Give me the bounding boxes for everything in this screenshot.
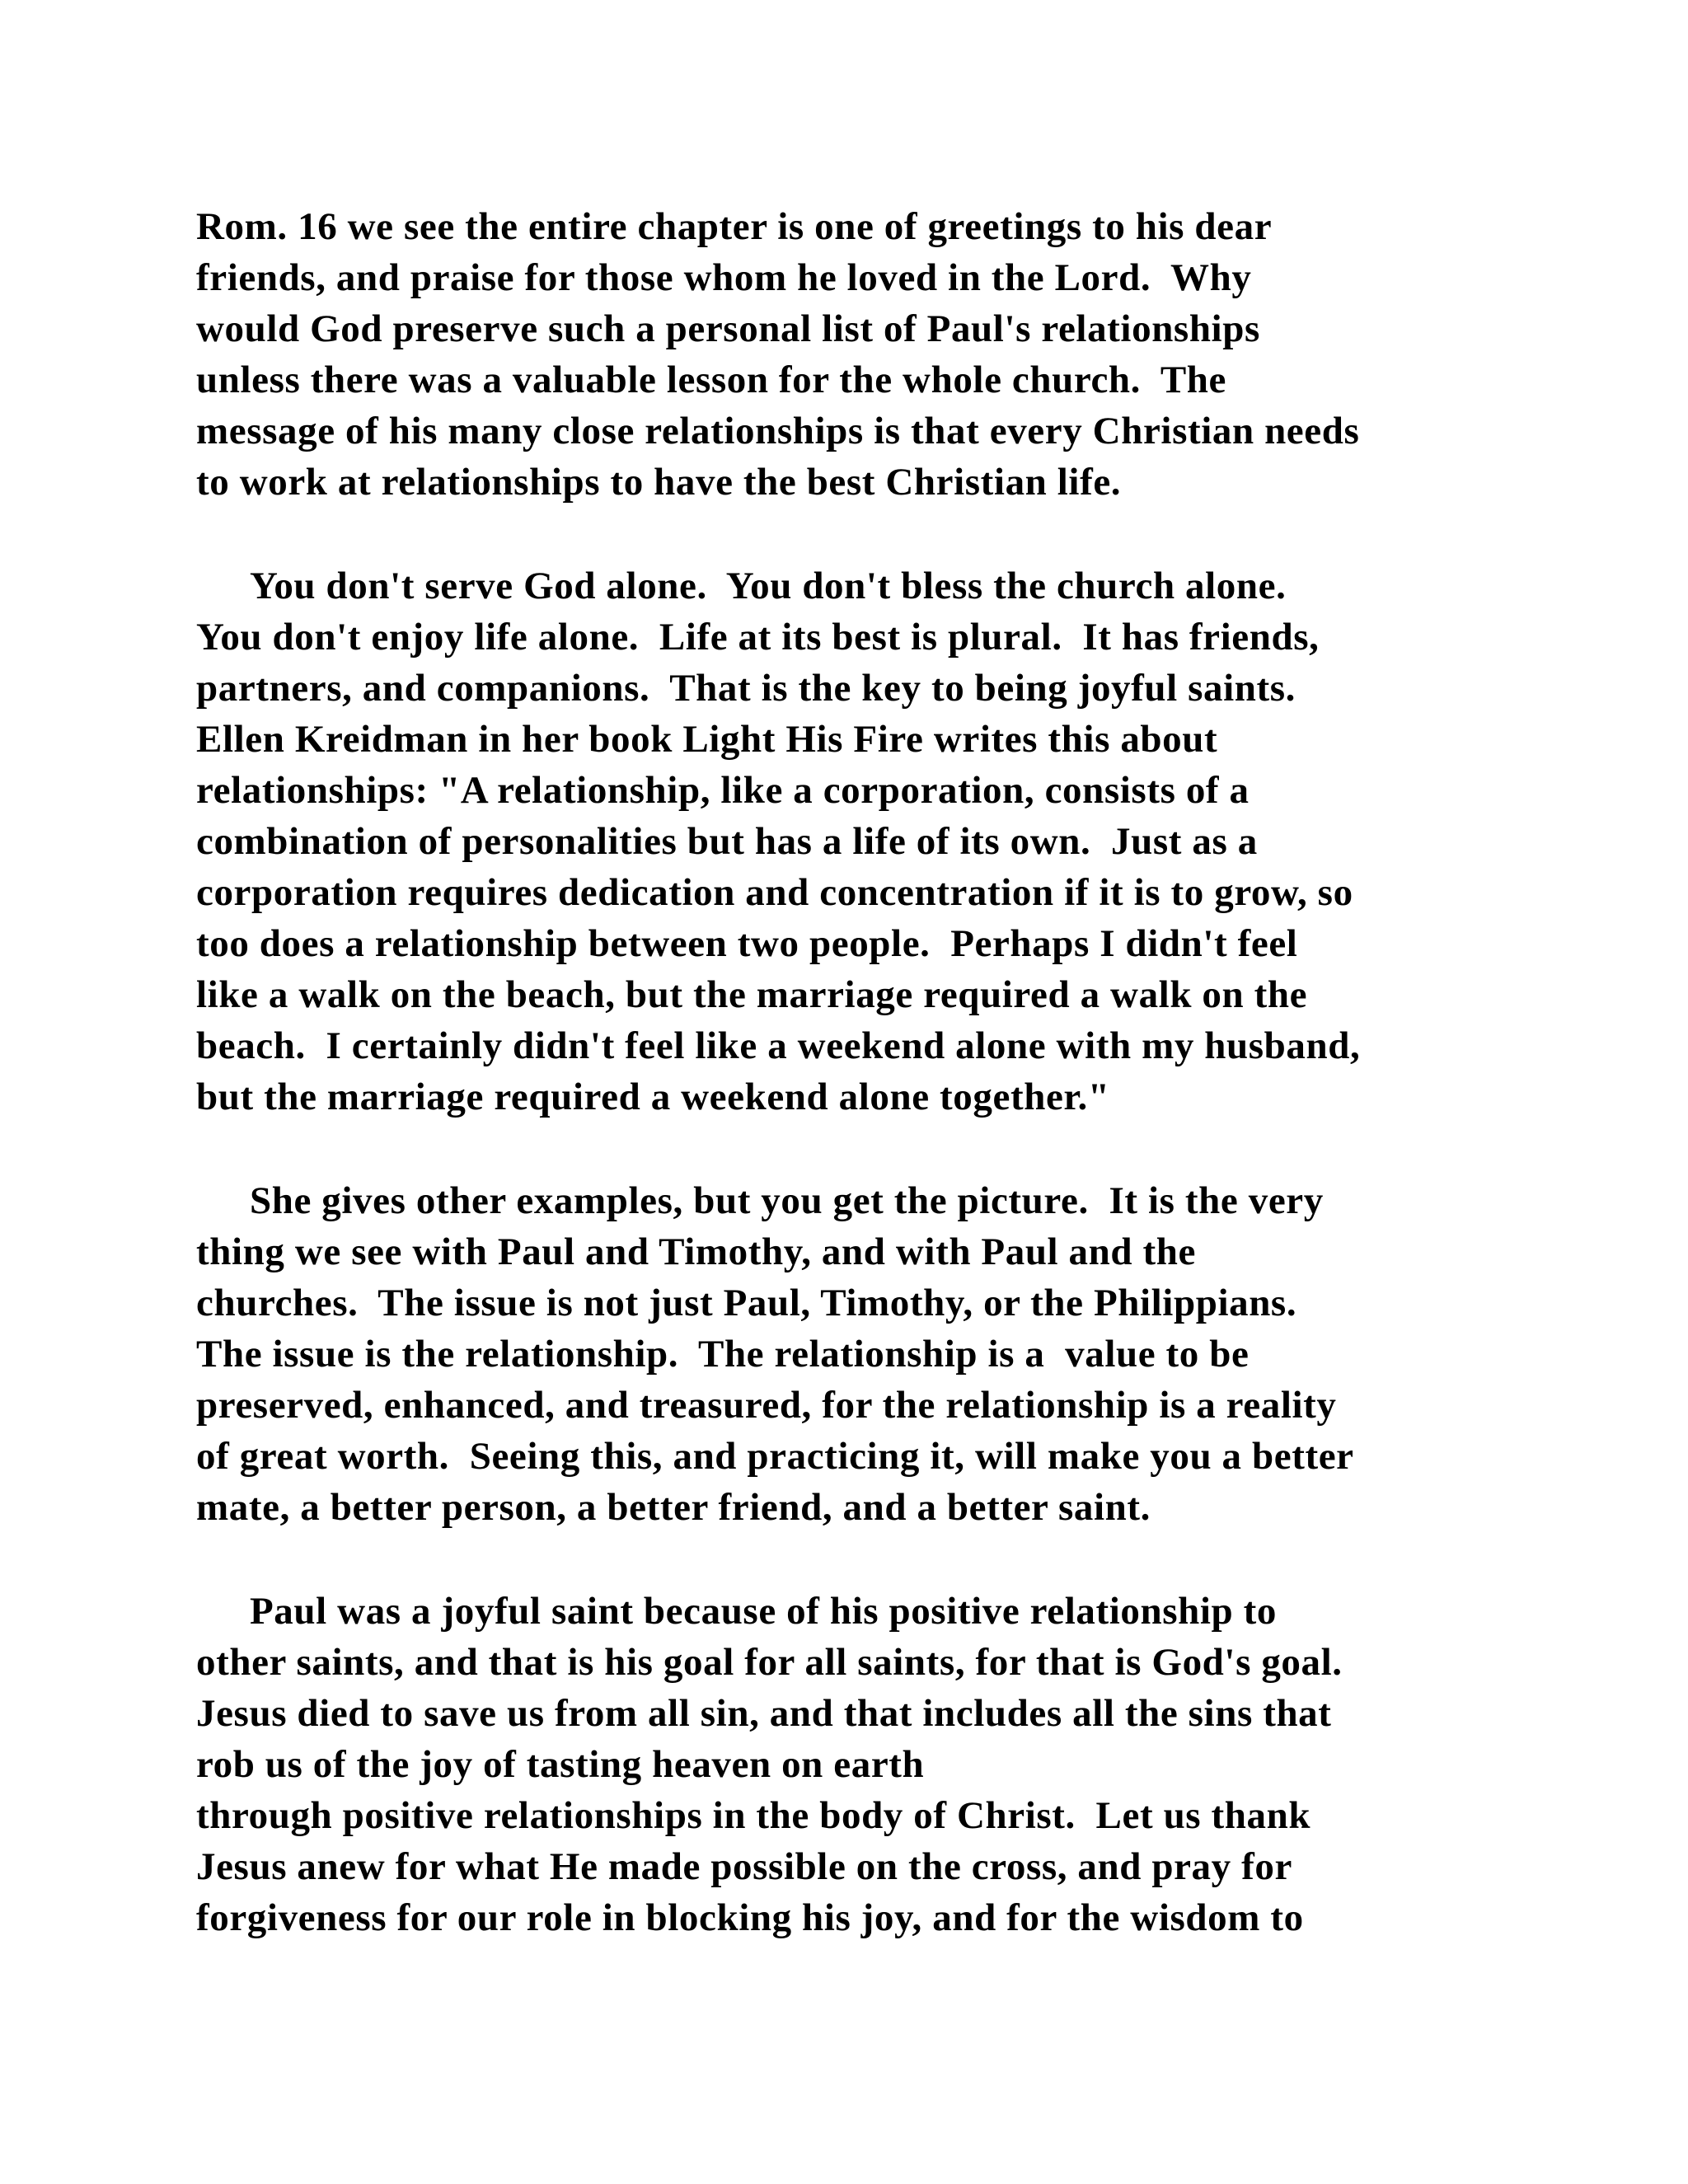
text-line: The issue is the relationship. The relationship is a value to be [196, 1333, 1250, 1376]
text-line: message of his many close relationships is that every Christian needs [196, 410, 1360, 452]
text-line: rob us of the joy of tasting heaven on earth [196, 1743, 925, 1786]
text-line: mate, a better person, a better friend, and a better saint. [196, 1486, 1151, 1529]
paragraph [196, 201, 1531, 508]
text-line: too does a relationship between two people. Perhaps I didn't feel [196, 922, 1298, 965]
text-line: combination of personalities but has a life of its own. Just as a [196, 820, 1258, 863]
text-line: relationships: "A relationship, like a corporation, consists of a [196, 769, 1250, 812]
text-line: unless there was a valuable lesson for the whole church. The [196, 359, 1226, 401]
text-line: corporation requires dedication and concentration if it is to grow, so [196, 871, 1353, 914]
text-line: beach. I certainly didn't feel like a weekend alone with my husband, [196, 1024, 1361, 1067]
text-line: forgiveness for our role in blocking his joy, and for the wisdom to [196, 1896, 1304, 1939]
text-line: but the marriage required a weekend alone together." [196, 1076, 1110, 1118]
text-line: Jesus anew for what He made possible on the cross, and pray for [196, 1845, 1292, 1888]
text-line: thing we see with Paul and Timothy, and with Paul and the [196, 1230, 1196, 1273]
text-line: You don't serve God alone. You don't bless the church alone. [250, 565, 1287, 607]
paragraph [196, 560, 1531, 1122]
text-line: Paul was a joyful saint because of his positive relationship to [250, 1590, 1277, 1633]
paragraph [196, 1586, 1531, 1943]
text-line: Rom. 16 we see the entire chapter is one of greetings to his dear [196, 205, 1273, 248]
text-line: friends, and praise for those whom he loved in the Lord. Why [196, 256, 1252, 299]
text-line: of great worth. Seeing this, and practicing it, will make you a better [196, 1435, 1354, 1478]
paragraph [196, 1175, 1531, 1533]
text-line: to work at relationships to have the best Christian life. [196, 461, 1122, 504]
text-line: partners, and companions. That is the key to being joyful saints. [196, 667, 1296, 710]
text-line: Jesus died to save us from all sin, and that includes all the sins that [196, 1692, 1332, 1735]
text-line: would God preserve such a personal list of Paul's relationships [196, 307, 1260, 350]
text-line: like a walk on the beach, but the marriage required a walk on the [196, 973, 1308, 1016]
text-line: She gives other examples, but you get the picture. It is the very [250, 1179, 1324, 1222]
text-line: Ellen Kreidman in her book Light His Fire writes this about [196, 718, 1218, 761]
text-line: through positive relationships in the body of Christ. Let us thank [196, 1794, 1311, 1837]
text-line: You don't enjoy life alone. Life at its best is plural. It has friends, [196, 616, 1320, 658]
text-line: churches. The issue is not just Paul, Timothy, or the Philippians. [196, 1282, 1297, 1324]
text-line: other saints, and that is his goal for all saints, for that is God's goal. [196, 1641, 1343, 1684]
text-line: preserved, enhanced, and treasured, for the relationship is a reality [196, 1384, 1337, 1427]
